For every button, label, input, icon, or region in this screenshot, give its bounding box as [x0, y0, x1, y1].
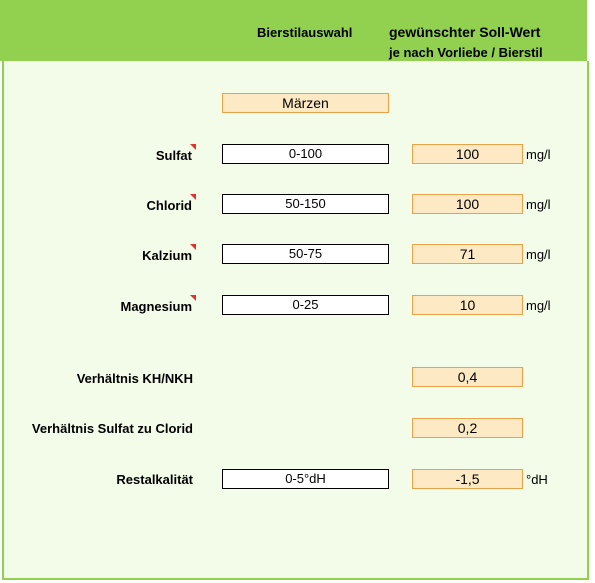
kalzium-value-input[interactable]: 71 — [412, 244, 523, 264]
magnesium-label: Magnesium — [120, 299, 192, 314]
sulfat-label: Sulfat — [155, 148, 192, 163]
sulfat-range: 0-100 — [222, 144, 389, 164]
sulfat-chlorid-ratio-value: 0,2 — [412, 418, 523, 438]
bierstil-header: Bierstilauswahl — [257, 25, 353, 40]
beer-style-select[interactable]: Märzen — [222, 93, 389, 113]
restalkalitaet-range: 0-5°dH — [222, 469, 389, 489]
magnesium-value-input[interactable]: 10 — [412, 295, 523, 315]
sulfat-unit: mg/l — [526, 147, 551, 162]
chlorid-value-input[interactable]: 100 — [412, 194, 523, 214]
restalkalitaet-value-input[interactable]: -1,5 — [412, 469, 523, 489]
kh-nkh-ratio-label: Verhältnis KH/NKH — [76, 371, 193, 386]
soll-wert-subheader: je nach Vorliebe / Bierstil — [389, 45, 543, 60]
kh-nkh-ratio-value: 0,4 — [412, 367, 523, 387]
soll-wert-header: gewünschter Soll-Wert — [389, 24, 541, 40]
kalzium-range: 50-75 — [222, 244, 389, 264]
chlorid-label: Chlorid — [146, 198, 192, 213]
chlorid-unit: mg/l — [526, 197, 551, 212]
magnesium-unit: mg/l — [526, 298, 551, 313]
kalzium-unit: mg/l — [526, 247, 551, 262]
restalkalitaet-unit: °dH — [526, 472, 548, 487]
magnesium-range: 0-25 — [222, 295, 389, 315]
kalzium-label: Kalzium — [142, 248, 192, 263]
chlorid-range: 50-150 — [222, 194, 389, 214]
sulfat-value-input[interactable]: 100 — [412, 144, 523, 164]
sulfat-chlorid-ratio-label: Verhältnis Sulfat zu Clorid — [31, 421, 193, 436]
comment-indicator-icon[interactable] — [190, 244, 196, 250]
content-panel — [2, 61, 589, 580]
comment-indicator-icon[interactable] — [190, 295, 196, 301]
comment-indicator-icon[interactable] — [190, 144, 196, 150]
restalkalitaet-label: Restalkalität — [116, 472, 193, 487]
comment-indicator-icon[interactable] — [190, 194, 196, 200]
